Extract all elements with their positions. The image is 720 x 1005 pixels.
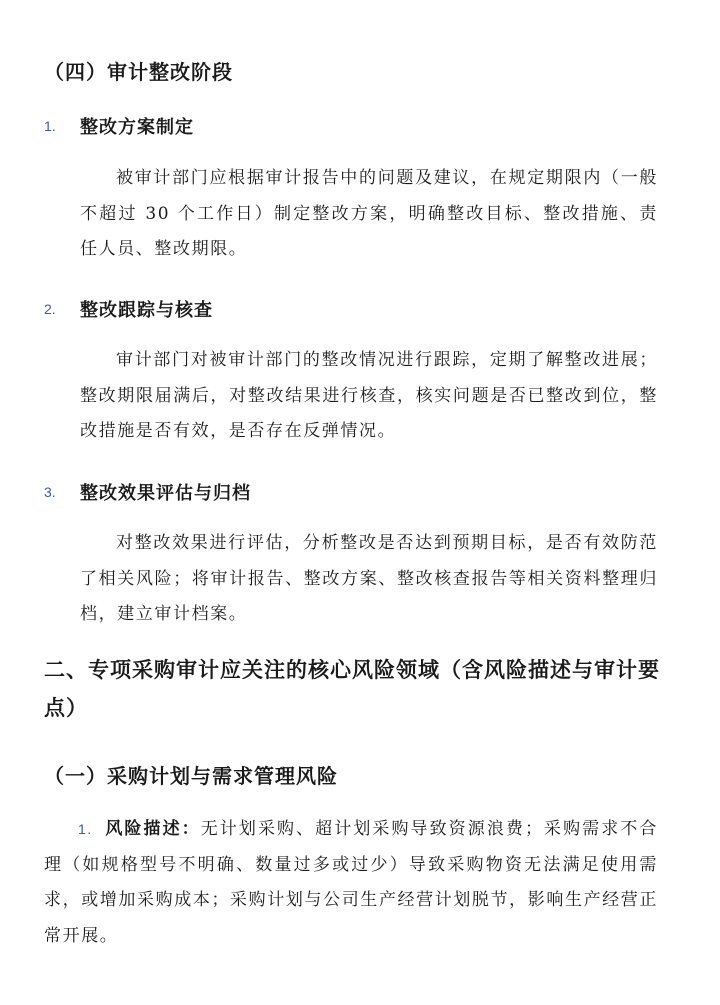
risk-number: 1. [78, 821, 93, 837]
item-title: 整改效果评估与归档 [80, 483, 251, 504]
item-paragraph: 被审计部门应根据审计报告中的问题及建议，在规定期限内（一般不超过 30 个工作日）制定整改方案，明确整改目标、整改措施、责任人员、整改期限。 [80, 168, 658, 259]
item-number: 1. [44, 118, 56, 134]
item-title: 整改跟踪与核查 [80, 300, 213, 321]
risk-text: 无计划采购、超计划采购导致资源浪费；采购需求不合理（如规格型号不明确、数量过多或过少）导致采购物资无法满足使用需求，或增加采购成本；采购计划与公司生产经营计划脱节，影响生产经营正常开展。 [44, 819, 659, 946]
item-number: 3. [44, 484, 56, 500]
section-heading-1: （一）采购计划与需求管理风险 [44, 764, 338, 788]
risk-label: 风险描述： [104, 819, 201, 839]
item-number: 2. [44, 301, 56, 317]
risk-paragraph [44, 812, 658, 954]
section-heading-4: （四）审计整改阶段 [44, 60, 233, 84]
item-paragraph: 审计部门对被审计部门的整改情况进行跟踪，定期了解整改进展；整改期限届满后，对整改结果进行核查，核实问题是否已整改到位，整改措施是否有效，是否存在反弹情况。 [80, 350, 658, 441]
part-heading: 二、专项采购审计应关注的核心风险领域（含风险描述与审计要点） [44, 658, 660, 720]
item-paragraph: 对整改效果进行评估，分析整改是否达到预期目标，是否有效防范了相关风险；将审计报告、整改方案、整改核查报告等相关资料整理归档，建立审计档案。 [80, 533, 658, 624]
item-title: 整改方案制定 [80, 117, 194, 138]
